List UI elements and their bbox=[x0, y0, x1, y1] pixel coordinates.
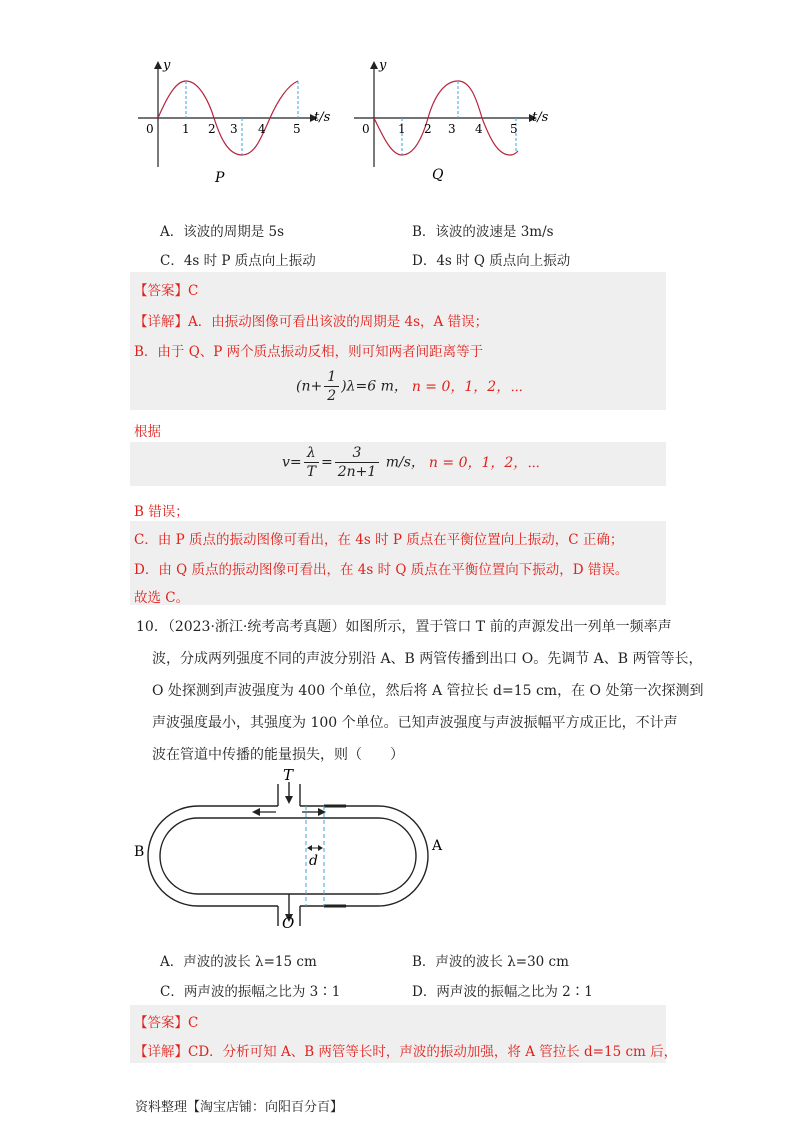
graph-p-tick-3: 3 bbox=[230, 122, 238, 136]
graph-q-caption: Q bbox=[432, 167, 444, 183]
q9-formula-2 bbox=[282, 444, 540, 481]
graph-p-origin: 0 bbox=[146, 122, 154, 136]
formula1-fraction bbox=[324, 368, 339, 405]
q9-answer: 【答案】C bbox=[134, 283, 199, 299]
diagram-label-b: B bbox=[134, 844, 145, 860]
q10-detail bbox=[134, 1040, 677, 1060]
graph-p-tick-1: 1 bbox=[182, 122, 190, 136]
q9-option-d: D．4s 时 Q 质点向上振动 bbox=[412, 253, 571, 269]
graph-p-tick-2: 2 bbox=[208, 122, 216, 136]
graph-p-t-label: t/s bbox=[314, 110, 331, 125]
graph-q-t-label: t/s bbox=[532, 110, 549, 125]
q9-detail-tag: 【详解】 bbox=[134, 314, 188, 330]
q10-option-b: B．声波的波长 λ=30 cm bbox=[412, 954, 569, 970]
q10-line-5: 波在管道中传播的能量损失，则（ ） bbox=[152, 747, 404, 763]
page-footer: 资料整理【淘宝店铺：向阳百分百】 bbox=[135, 1100, 344, 1115]
q10-line-3: O 处探测到声波强度为 400 个单位，然后将 A 管拉长 d=15 cm，在 O 处第一次探测到 bbox=[152, 683, 704, 699]
q10-option-d: D．两声波的振幅之比为 2∶1 bbox=[412, 984, 593, 1000]
q10-detail-text: CD．分析可知 A、B 两管等长时，声波的振动加强，将 A 管拉长 d=15 cm 后， bbox=[188, 1044, 678, 1060]
graph-q-y-label: y bbox=[379, 58, 387, 73]
diagram-label-t: T bbox=[283, 766, 294, 784]
diagram-label-a: A bbox=[432, 838, 443, 854]
q10-option-c: C．两声波的振幅之比为 3∶1 bbox=[160, 984, 341, 1000]
q9-conclusion: 故选 C。 bbox=[134, 590, 190, 606]
graph-q-tick-2: 2 bbox=[424, 122, 432, 136]
q10-answer: 【答案】C bbox=[134, 1015, 199, 1031]
q10-line-2: 波，分成两列强度不同的声波分别沿 A、B 两管传播到出口 O。先调节 A、B 两管等长， bbox=[152, 651, 703, 667]
formula2-f2-num: 3 bbox=[335, 444, 380, 463]
formula2-eq: = bbox=[320, 454, 333, 471]
formula1-post: )λ=6 m， bbox=[341, 378, 408, 395]
formula2-f2-den: 2n+1 bbox=[337, 464, 377, 480]
q9-detail-b: B．由于 Q、P 两个质点振动反相，则可知两者间距离等于 bbox=[134, 344, 484, 360]
formula2-fraction-1 bbox=[304, 444, 319, 481]
q9-option-a: A．该波的周期是 5s bbox=[160, 224, 285, 240]
formula2-f1-den: T bbox=[306, 464, 316, 480]
formula2-fraction-2 bbox=[335, 444, 380, 481]
q9-formula-1 bbox=[296, 368, 523, 405]
q9-detail-a-text: A．由振动图像可看出该波的周期是 4s，A 错误； bbox=[188, 314, 489, 330]
q10-line-1: 10．（2023·浙江·统考高考真题）如图所示，置于管口 T 前的声源发出一列单一频率声 bbox=[136, 619, 672, 635]
formula2-pre: v= bbox=[282, 454, 302, 471]
q10-detail-tag: 【详解】 bbox=[134, 1044, 188, 1060]
q9-detail-d: D．由 Q 质点的振动图像可看出，在 4s 时 Q 质点在平衡位置向下振动，D 错误。 bbox=[134, 562, 629, 578]
graph-p-tick-5: 5 bbox=[293, 122, 301, 136]
formula1-n: n = 0，1，2，⋯ bbox=[411, 378, 523, 395]
graph-q-tick-3: 3 bbox=[448, 122, 456, 136]
q9-genju: 根据 bbox=[134, 424, 161, 440]
formula1-den: 2 bbox=[327, 388, 337, 404]
formula1-pre: (n+ bbox=[296, 378, 323, 395]
q9-option-c: C．4s 时 P 质点向上振动 bbox=[160, 253, 316, 269]
diagram-label-d: d bbox=[309, 853, 318, 869]
graph-q-tick-4: 4 bbox=[475, 122, 483, 136]
q9-detail-c: C．由 P 质点的振动图像可看出，在 4s 时 P 质点在平衡位置向上振动，C 正确； bbox=[134, 532, 624, 548]
graph-q-tick-1: 1 bbox=[398, 122, 406, 136]
q9-option-b: B．该波的波速是 3m/s bbox=[412, 224, 554, 240]
diagram-label-o: O bbox=[282, 914, 295, 930]
formula2-post: m/s， bbox=[381, 454, 425, 471]
q10-option-a: A．声波的波长 λ=15 cm bbox=[160, 954, 317, 970]
vibration-graph-q bbox=[348, 55, 563, 195]
q9-b-wrong: B 错误； bbox=[134, 504, 189, 520]
q10-line-4: 声波强度最小，其强度为 100 个单位。已知声波强度与声波振幅平方成正比，不计声 bbox=[152, 715, 678, 731]
graph-p-caption: P bbox=[215, 170, 225, 186]
formula2-n: n = 0，1，2，⋯ bbox=[428, 454, 540, 471]
q9-detail-a bbox=[134, 310, 488, 330]
pipe-diagram bbox=[128, 766, 458, 930]
vibration-graph-p bbox=[130, 55, 340, 195]
graph-q-origin: 0 bbox=[362, 122, 370, 136]
graph-p-y-label: y bbox=[163, 58, 171, 73]
graph-q-tick-5: 5 bbox=[510, 122, 518, 136]
formula2-f1-num: λ bbox=[304, 444, 319, 463]
graph-p-tick-4: 4 bbox=[258, 122, 266, 136]
formula1-num: 1 bbox=[324, 368, 339, 387]
